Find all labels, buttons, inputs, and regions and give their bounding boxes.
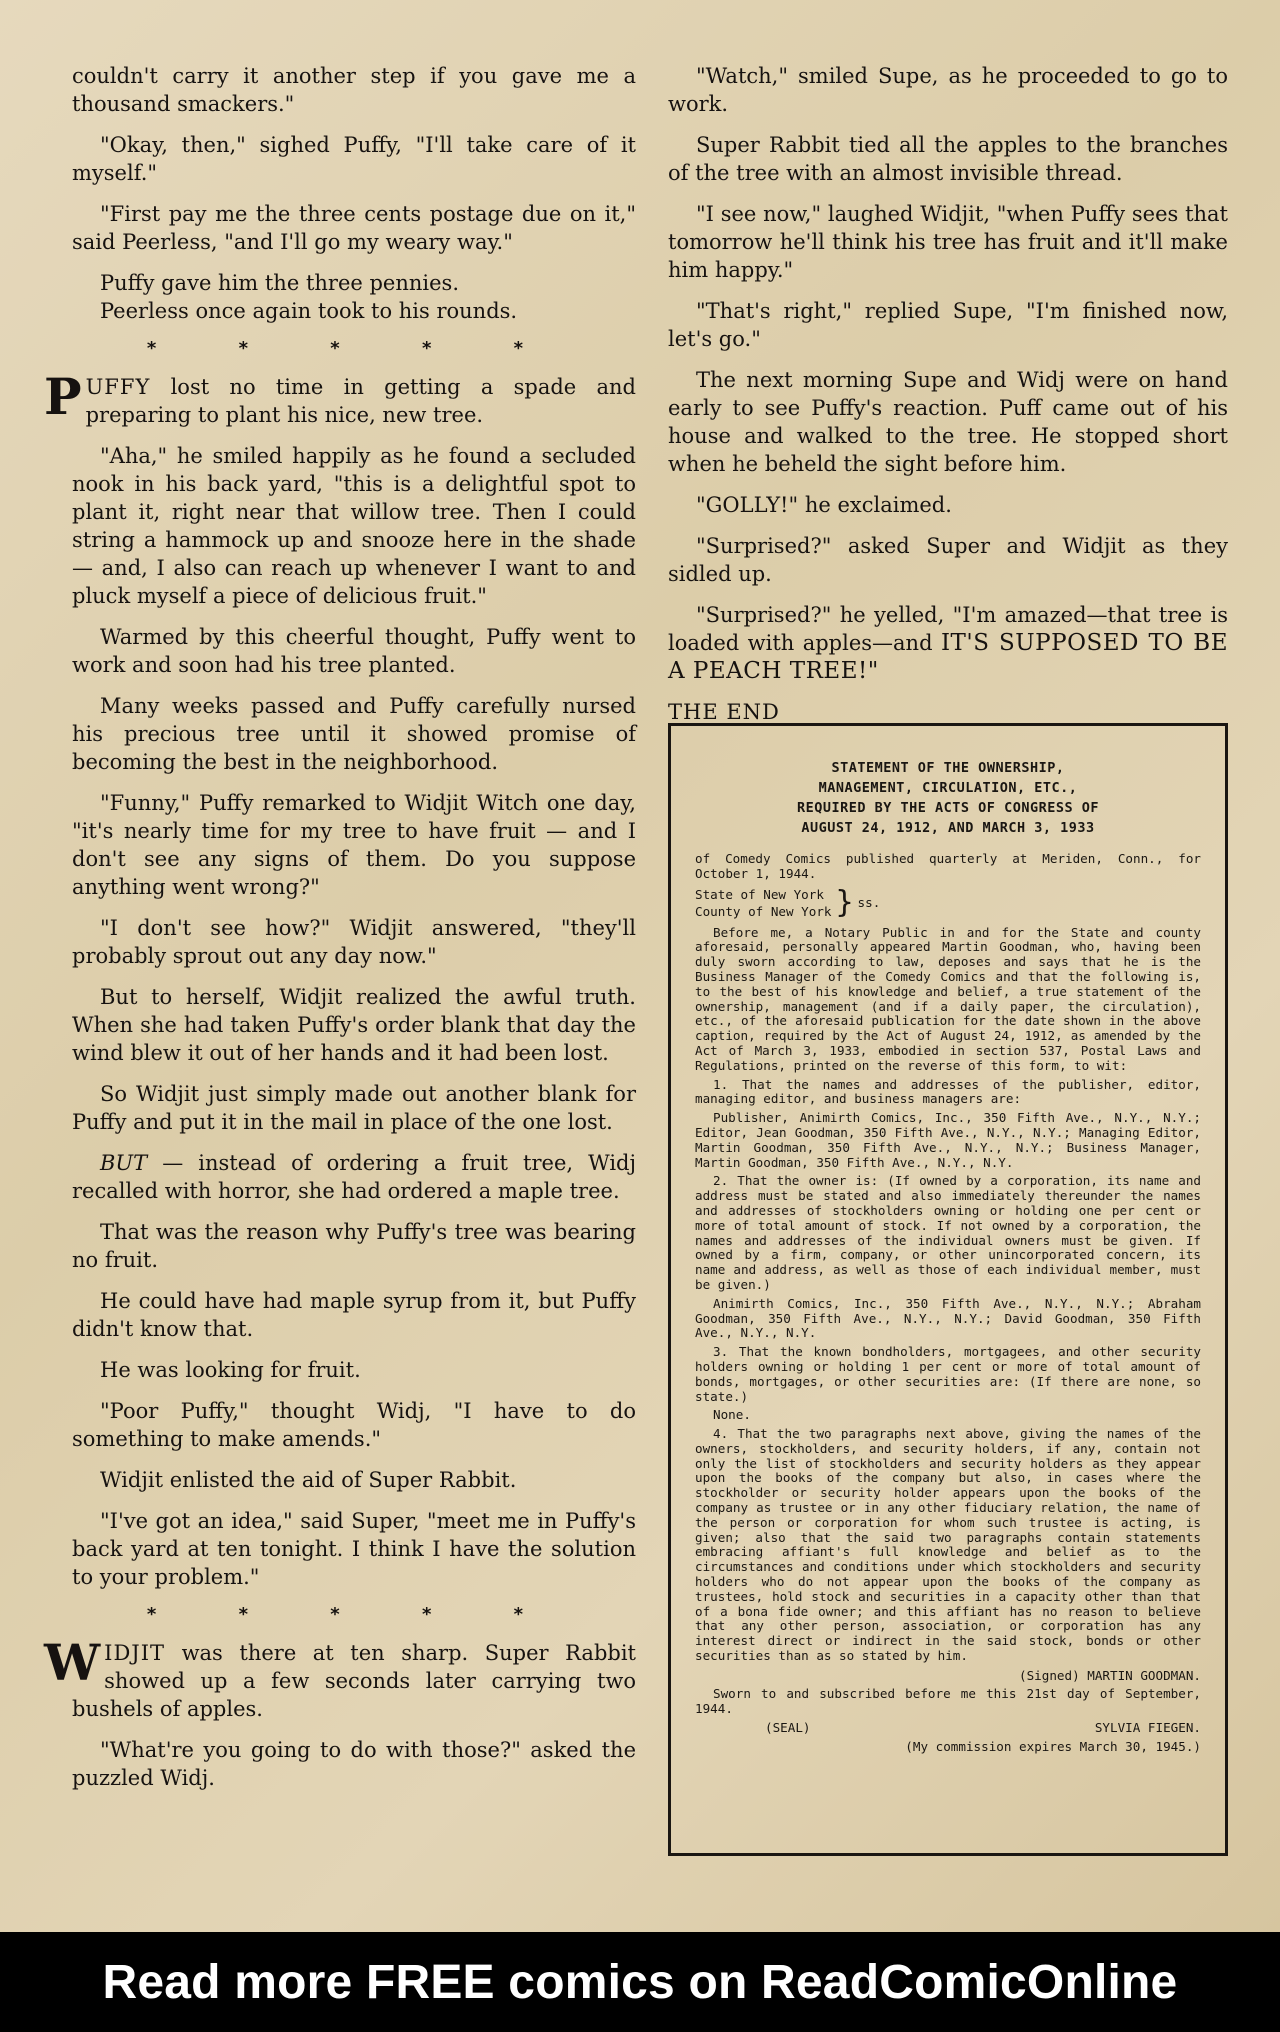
statement-paragraph: None. xyxy=(713,1407,751,1423)
paragraph-text: was there at ten sharp. Super Rabbit showed up a few seconds later carrying two bushels of apples. xyxy=(72,1641,636,1721)
venue-state: State of New York xyxy=(695,886,824,902)
emphasis-caps: IT'S SUPPOSED TO BE A PEACH TREE!" xyxy=(668,630,1228,684)
paragraph: "Watch," smiled Supe, as he proceeded to go to work. xyxy=(668,64,1228,116)
statement-title-line: MANAGEMENT, CIRCULATION, ETC., xyxy=(818,780,1078,796)
left-column xyxy=(44,62,636,1805)
paragraph: Super Rabbit tied all the apples to the branches of the tree with an almost invisible thread. xyxy=(668,133,1228,185)
venue-block xyxy=(695,886,1201,920)
promo-banner[interactable] xyxy=(0,1932,1280,2032)
paragraph: "I see now," laughed Widjit, "when Puffy sees that tomorrow he'll think his tree has fruit and it'll make him happy." xyxy=(668,202,1228,282)
statement-paragraph: 2. That the owner is: (If owned by a corporation, its name and address must be stated and also immediately thereunder the names and addresses of stockholders owning or holding one per cent or more of total amount of stock. If not owned by a corporation, the names and addresses of the individual owners must be given. If owned by a firm, company, or other unincorporated concern, its name and address, as well as those of each individual member, must be given.) xyxy=(695,1173,1201,1292)
paragraph: So Widjit just simply made out another blank for Puffy and put it in the mail in place of the one lost. xyxy=(72,1082,636,1134)
statement-title-line: REQUIRED BY THE ACTS OF CONGRESS OF xyxy=(797,800,1099,816)
paragraph: "I don't see how?" Widjit answered, "they'll probably sprout out any day now." xyxy=(72,916,636,968)
commission-line: (My commission expires March 30, 1945.) xyxy=(905,1739,1201,1755)
paragraph-dropcap xyxy=(44,367,636,429)
statement-paragraph: 1. That the names and addresses of the publisher, editor, managing editor, and business managers are: xyxy=(695,1076,1201,1107)
paragraph: He could have had maple syrup from it, but Puffy didn't know that. xyxy=(72,1289,636,1341)
notary-name: SYLVIA FIEGEN. xyxy=(1094,1720,1201,1736)
seal-label: (SEAL) xyxy=(765,1720,811,1736)
emphasis: BUT xyxy=(100,1151,148,1175)
notary-row xyxy=(695,1720,1201,1735)
statement-paragraph: Before me, a Notary Public in and for the State and county aforesaid, personally appeared Martin Goodman, who, having been duly sworn according to law, deposes and says that he is the Business Manager of the Comedy Comics and that the following is, to the best of his knowledge and belief, a true statement of the ownership, management (and if a daily paper, the circulation), etc., of the aforesaid publication for the date shown in the above caption, required by the Act of August 24, 1912, as amended by the Act of March 3, 1933, embodied in section 537, Postal Laws and Regulations, printed on the reverse of this form, to wit: xyxy=(695,924,1201,1073)
paragraph-dropcap xyxy=(44,1633,636,1723)
right-column xyxy=(668,62,1228,739)
section-divider: * * * * * xyxy=(146,1604,562,1625)
paragraph: "Poor Puffy," thought Widj, "I have to do something to make amends." xyxy=(72,1399,636,1451)
paragraph-text: "Surprised?" he yelled, "I'm amazed—that tree is loaded with apples—and xyxy=(668,603,1228,655)
sworn-line: Sworn to and subscribed before me this 21st day of September, 1944. xyxy=(695,1685,1201,1716)
statement-title-line: STATEMENT OF THE OWNERSHIP, xyxy=(831,760,1065,776)
paragraph: Warmed by this cheerful thought, Puffy went to work and soon had his tree planted. xyxy=(72,625,636,677)
venue-ss: ss. xyxy=(857,895,881,911)
statement-body xyxy=(695,852,1201,1754)
paragraph: Peerless once again took to his rounds. xyxy=(100,299,518,323)
the-end: THE END xyxy=(668,700,780,724)
paragraph: couldn't carry it another step if you gave me a thousand smackers." xyxy=(72,64,636,116)
section-divider: * * * * * xyxy=(146,338,562,359)
paragraph: "I've got an idea," said Super, "meet me in Puffy's back yard at ten tonight. I think I have the solution to your problem." xyxy=(72,1509,636,1589)
lead-word: UFFY xyxy=(85,375,151,399)
paragraph: "Funny," Puffy remarked to Widjit Witch one day, "it's nearly time for my tree to have fruit — and I don't see any signs of them. Do you suppose anything went wrong?" xyxy=(72,791,636,899)
signature-line: (Signed) MARTIN GOODMAN. xyxy=(1019,1667,1201,1683)
venue-county: County of New York xyxy=(695,903,832,919)
paragraph: "What're you going to do with those?" asked the puzzled Widj. xyxy=(72,1738,636,1790)
paragraph: "Surprised?" asked Super and Widjit as they sidled up. xyxy=(668,534,1228,586)
paragraph xyxy=(668,601,1228,685)
paragraph: "That's right," replied Supe, "I'm finished now, let's go." xyxy=(668,299,1228,351)
paragraph: "Okay, then," sighed Puffy, "I'll take care of it myself." xyxy=(72,133,636,185)
brace-glyph: } xyxy=(835,884,854,920)
venue-lines xyxy=(695,886,831,920)
paragraph xyxy=(72,1149,636,1205)
paragraph: Puffy gave him the three pennies. xyxy=(100,271,459,295)
paragraph: He was looking for fruit. xyxy=(100,1358,361,1382)
statement-intro: of Comedy Comics published quarterly at Meriden, Conn., for October 1, 1944. xyxy=(695,851,1201,881)
paragraph: But to herself, Widjit realized the awful truth. When she had taken Puffy's order blank that day the wind blew it out of her hands and it had been lost. xyxy=(72,985,636,1065)
statement-paragraph: 3. That the known bondholders, mortgagees, and other security holders owning or holding 1 per cent or more of total amount of bonds, mortgages, or other securities are: (If there are none, so state.) xyxy=(695,1344,1201,1404)
drop-cap: P xyxy=(44,367,82,426)
paragraph: Many weeks passed and Puffy carefully nursed his precious tree until it showed promise of becoming the best in the neighborhood. xyxy=(72,694,636,774)
paragraph: "Aha," he smiled happily as he found a secluded nook in his back yard, "this is a delightful spot to plant it, right near that willow tree. Then I could string a hammock up and snooze here in the shade — and, I also can reach up whenever I want to and pluck myself a piece of delicious fruit." xyxy=(72,444,636,608)
paragraph: That was the reason why Puffy's tree was bearing no fruit. xyxy=(72,1220,636,1272)
banner-text: Read more FREE comics on ReadComicOnline xyxy=(102,1955,1178,2009)
paragraph: The next morning Supe and Widj were on hand early to see Puffy's reaction. Puff came out of his house and walked to the tree. He stopped short when he beheld the sight before him. xyxy=(668,368,1228,476)
statement-paragraph: Animirth Comics, Inc., 350 Fifth Ave., N.Y., N.Y.; Abraham Goodman, 350 Fifth Ave., N.Y., N.Y.; David Goodman, 350 Fifth Ave., N.Y., N.Y. xyxy=(695,1295,1201,1341)
paragraph-text: lost no time in getting a spade and preparing to plant his nice, new tree. xyxy=(85,375,636,427)
statement-paragraph: Publisher, Animirth Comics, Inc., 350 Fifth Ave., N.Y., N.Y.; Editor, Jean Goodman, 350 Fifth Ave., N.Y., N.Y.; Managing Editor, Martin Goodman, 350 Fifth Ave., N.Y., N.Y.; Business Manager, Martin Goodman, 350 Fifth Ave., N.Y., N.Y. xyxy=(695,1110,1201,1170)
paragraph: "GOLLY!" he exclaimed. xyxy=(696,493,952,517)
statement-title-line: AUGUST 24, 1912, AND MARCH 3, 1933 xyxy=(801,820,1095,836)
paragraph-text: — instead of ordering a fruit tree, Widj recalled with horror, she had ordered a maple tree. xyxy=(72,1151,636,1203)
drop-cap: W xyxy=(44,1633,101,1692)
statement-paragraph: 4. That the two paragraphs next above, giving the names of the owners, stockholders, and security holders, if any, contain not only the list of stockholders and security holders as they appear upon the books of the company but also, in cases where the stockholder or security holder appears upon the books of the company as trustee or in any other fiduciary relation, the name of the person or corporation for whom such trustee is acting, is given; also that the said two paragraphs contain statements embracing affiant's full knowledge and belief as to the circumstances and conditions under which stockholders and security holders who do not appear upon the books of the company as trustees, hold stock and securities in a capacity other than that of a bona fide owner; and this affiant has no reason to believe that any other person, association, or corporation has any interest direct or indirect in the said stock, bonds or other securities than as so stated by him. xyxy=(695,1426,1201,1664)
paragraph: "First pay me the three cents postage due on it," said Peerless, "and I'll go my weary way." xyxy=(72,202,636,254)
ownership-statement-box xyxy=(668,723,1228,1856)
paragraph: Widjit enlisted the aid of Super Rabbit. xyxy=(100,1468,517,1492)
statement-title xyxy=(695,758,1201,838)
lead-word: IDJIT xyxy=(104,1641,166,1665)
